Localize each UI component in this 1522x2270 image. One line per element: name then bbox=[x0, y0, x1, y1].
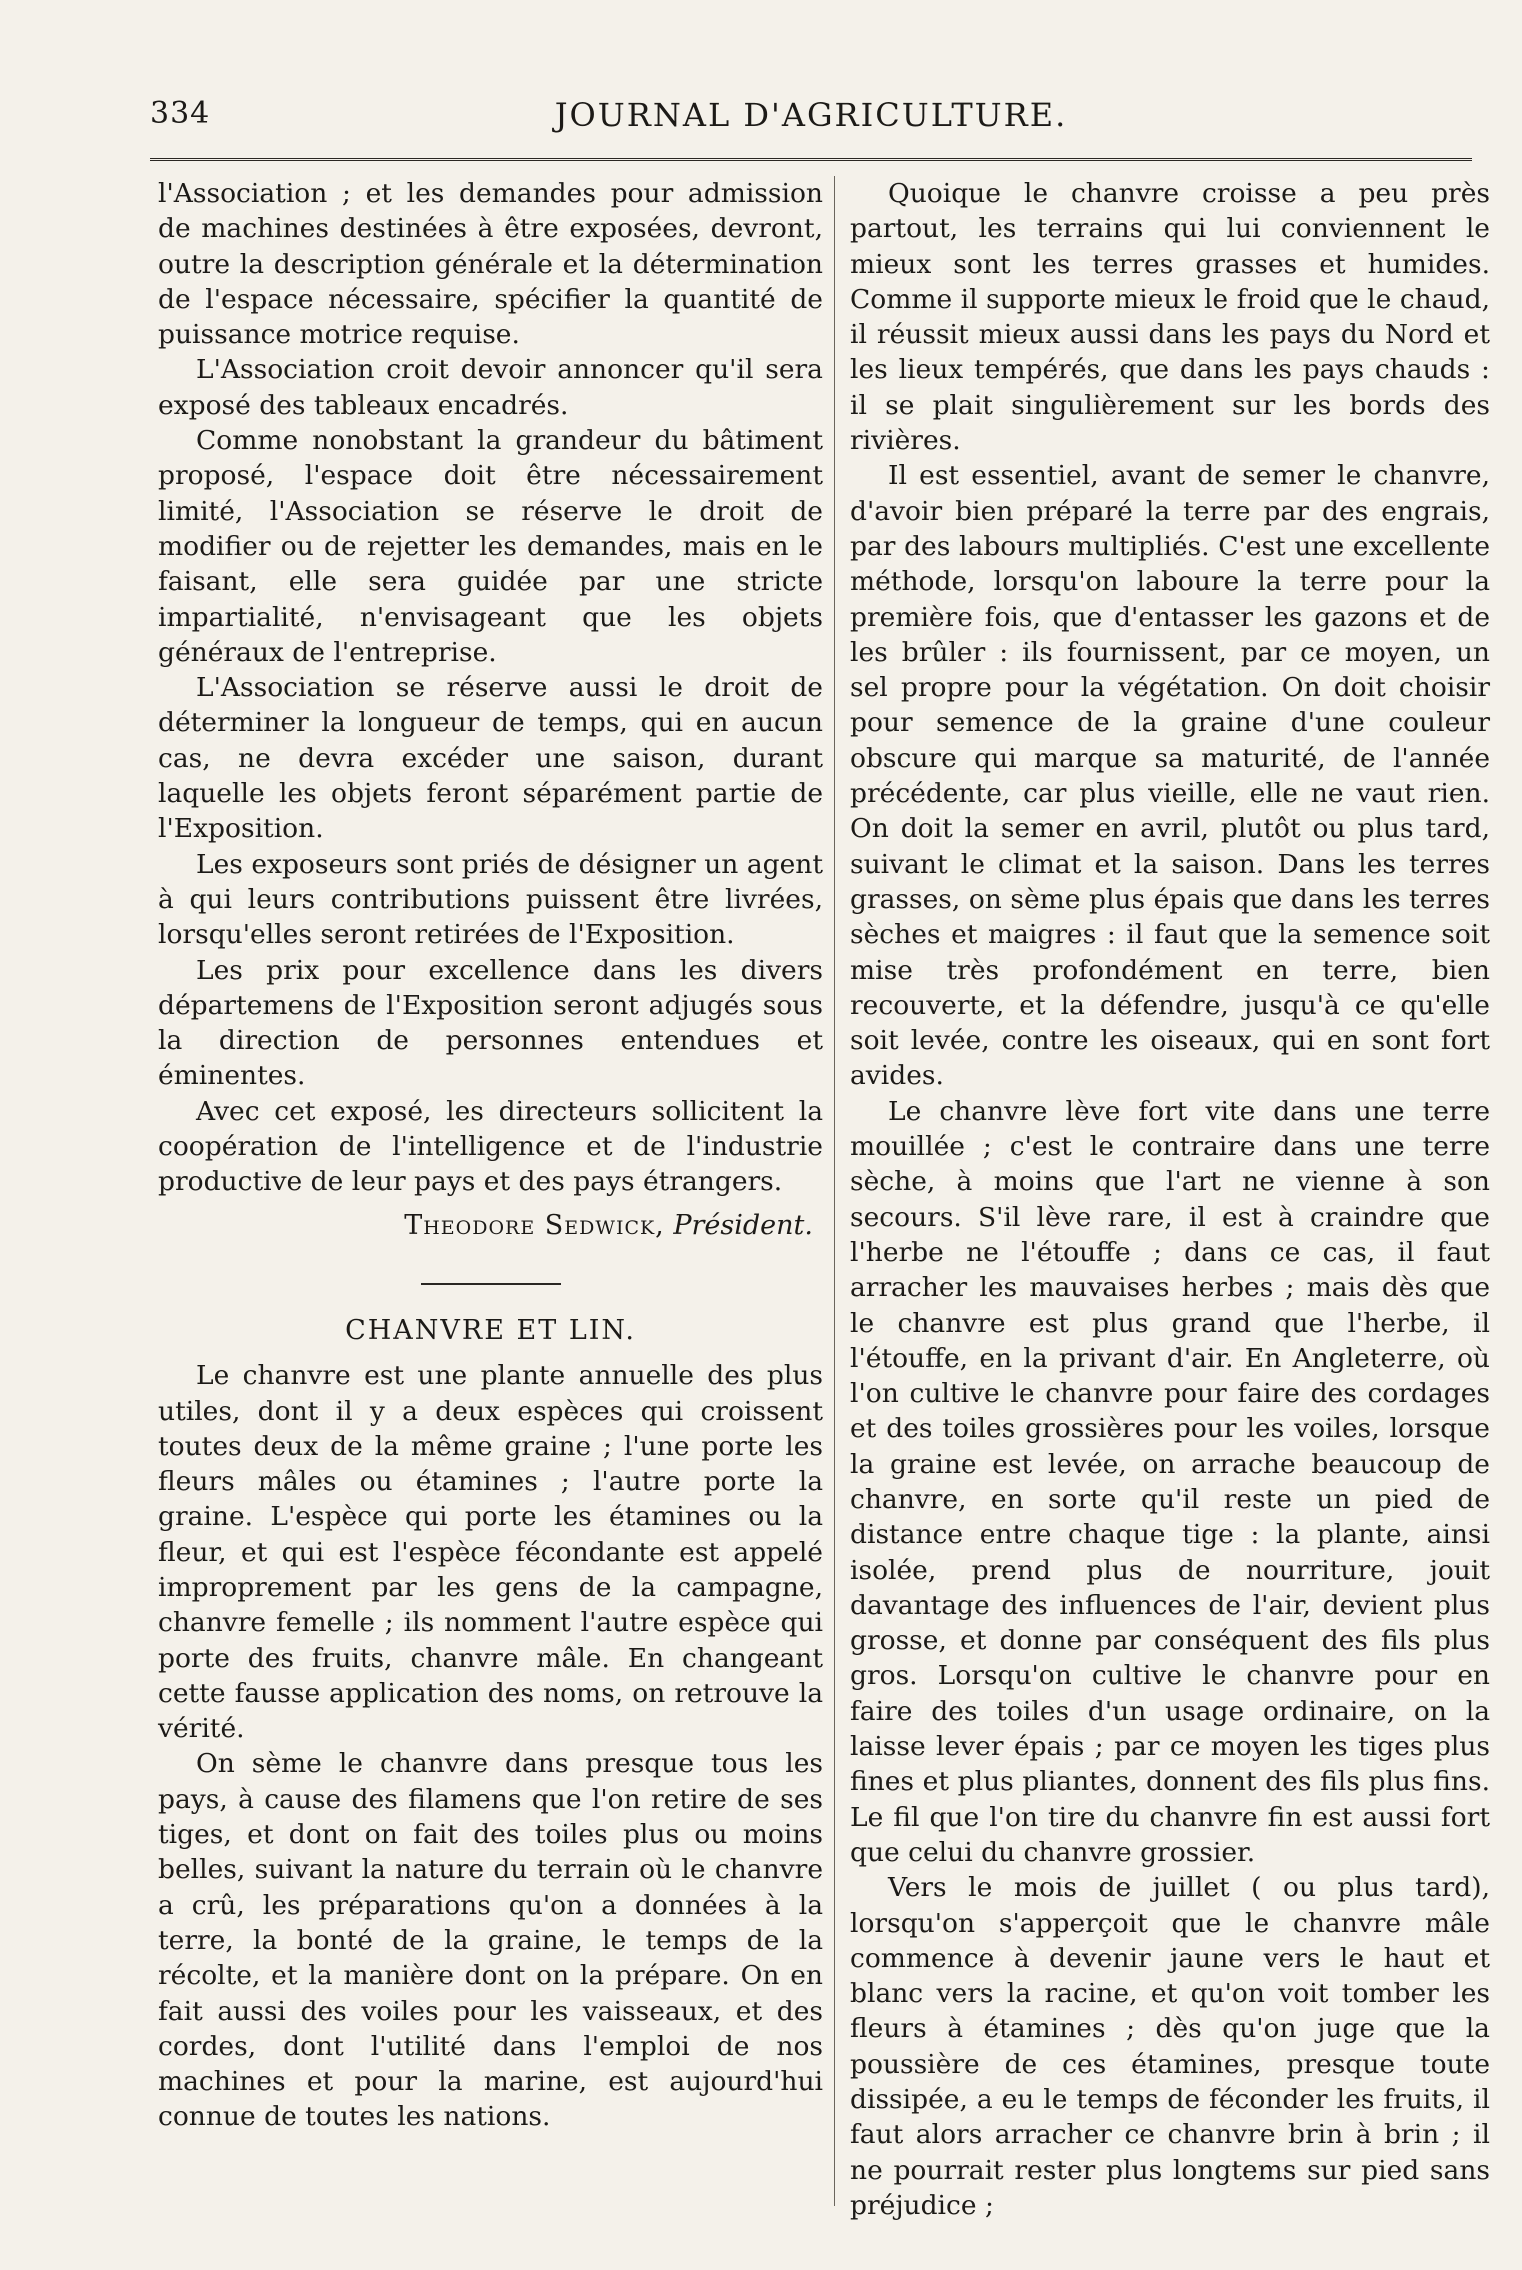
paragraph: L'Association croit devoir annoncer qu'il sera exposé des tableaux encadrés. bbox=[158, 354, 823, 421]
signature-name: Theodore Sedwick, bbox=[404, 1209, 665, 1241]
paragraph: l'Association ; et les demandes pour admission de machines destinées à être exposées, devront, outre la description générale et la détermination de l'espace nécessaire, spécifier la quantité de puissance motrice requise. bbox=[158, 178, 823, 351]
page-header bbox=[150, 88, 1472, 148]
column-divider bbox=[834, 176, 835, 2206]
paragraph: Le chanvre est une plante annuelle des plus utiles, dont il y a deux espèces qui croissent toutes deux de la même graine ; l'une porte les fleurs mâles ou étamines ; l'autre porte la graine. L'espèce qui porte les étamines ou la fleur, et qui est l'espèce fécondante est appelé improprement par les gens de la campagne, chanvre femelle ; ils nomment l'autre espèce qui porte des fruits, chanvre mâle. En changeant cette fausse application des noms, on retrouve la vérité. bbox=[158, 1360, 823, 1745]
header-rule bbox=[150, 158, 1472, 161]
left-column bbox=[158, 176, 823, 2135]
section-title: CHANVRE ET LIN. bbox=[345, 1314, 636, 1346]
signature bbox=[158, 1208, 823, 1243]
paragraph: Avec cet exposé, les directeurs sollicitent la coopération de l'intelligence et de l'industrie productive de leur pays et des pays étrangers. bbox=[158, 1095, 823, 1198]
paragraph: On sème le chanvre dans presque tous les pays, à cause des filamens que l'on retire de ses tiges, et dont on fait des toiles plus ou moins belles, suivant la nature du terrain où le chanvre a crû, les préparations qu'on a données à la terre, la bonté de la graine, le temps de la récolte, et la manière dont on la prépare. On en fait aussi des voiles pour les vaisseaux, et des cordes, dont l'utilité dans l'emploi de nos machines et pour la marine, est aujourd'hui connue de toutes les nations. bbox=[158, 1748, 823, 2133]
running-title: JOURNAL D'AGRICULTURE. bbox=[554, 96, 1068, 134]
paragraph: Quoique le chanvre croisse a peu près partout, les terrains qui lui conviennent le mieux sont les terres grasses et humides. Comme il supporte mieux le froid que le chaud, il réussit mieux aussi dans les pays du Nord et les lieux tempérés, que dans les pays chauds : il se plait singulièrement sur les bords des rivières. bbox=[850, 178, 1490, 457]
paragraph: L'Association se réserve aussi le droit de déterminer la longueur de temps, qui en aucun cas, ne devra excéder une saison, durant laquelle les objets feront séparément partie de l'Exposition. bbox=[158, 672, 823, 845]
section-divider bbox=[421, 1283, 561, 1285]
page-number: 334 bbox=[150, 96, 211, 131]
paragraph: Les exposeurs sont priés de désigner un agent à qui leurs contributions puissent être livrées, lorsqu'elles seront retirées de l'Exposition. bbox=[158, 848, 823, 951]
paragraph: Comme nonobstant la grandeur du bâtiment proposé, l'espace doit être nécessairement limité, l'Association se réserve le droit de modifier ou de rejetter les demandes, mais en le faisant, elle sera guidée par une stricte impartialité, n'envisageant que les objets généraux de l'entreprise. bbox=[158, 425, 823, 668]
paragraph: Vers le mois de juillet ( ou plus tard), lorsqu'on s'apperçoit que le chanvre mâle commence à devenir jaune vers le haut et blanc vers la racine, et qu'on voit tomber les fleurs à étamines ; dès qu'on juge que la poussière de ces étamines, presque toute dissipée, a eu le temps de féconder les fruits, il faut alors arracher ce chanvre brin à brin ; il ne pourrait rester plus longtems sur pied sans préjudice ; bbox=[850, 1872, 1490, 2221]
signature-title: Président. bbox=[673, 1209, 813, 1241]
paragraph: Les prix pour excellence dans les divers départemens de l'Exposition seront adjugés sous la direction de personnes entendues et éminentes. bbox=[158, 954, 823, 1092]
paragraph: Il est essentiel, avant de semer le chanvre, d'avoir bien préparé la terre par des engrais, par des labours multipliés. C'est une excellente méthode, lorsqu'on laboure la terre pour la première fois, que d'entasser les gazons et de les brûler : ils fournissent, par ce moyen, un sel propre pour la végétation. On doit choisir pour semence de la graine d'une couleur obscure qui marque sa maturité, de l'année précédente, car plus vieille, elle ne vaut rien. On doit la semer en avril, plutôt ou plus tard, suivant le climat et la saison. Dans les terres grasses, on sème plus épais que dans les terres sèches et maigres : il faut que la semence soit mise très profondément en terre, bien recouverte, et la défendre, jusqu'à ce qu'elle soit levée, contre les oiseaux, qui en sont fort avides. bbox=[850, 460, 1490, 1092]
paragraph: Le chanvre lève fort vite dans une terre mouillée ; c'est le contraire dans une terre sèche, à moins que l'art ne vienne à son secours. S'il lève rare, il est à craindre que l'herbe ne l'étouffe ; dans ce cas, il faut arracher les mauvaises herbes ; mais dès que le chanvre est plus grand que l'herbe, il l'étouffe, en la privant d'air. En Angleterre, où l'on cultive le chanvre pour faire des cordages et des toiles grossières pour les voiles, lorsque la graine est levée, on arrache beaucoup de chanvre, en sorte qu'il reste un pied de distance entre chaque tige : la plante, ainsi isolée, prend plus de nourriture, jouit davantage des influences de l'air, devient plus grosse, et donne par conséquent des fils plus gros. Lorsqu'on cultive le chanvre pour en faire des toiles d'un usage ordinaire, on la laisse lever épais ; par ce moyen les tiges plus fines et plus pliantes, donnent des fils plus fins. Le fil que l'on tire du chanvre fin est aussi fort que celui du chanvre grossier. bbox=[850, 1095, 1490, 1868]
right-column bbox=[850, 176, 1490, 2223]
